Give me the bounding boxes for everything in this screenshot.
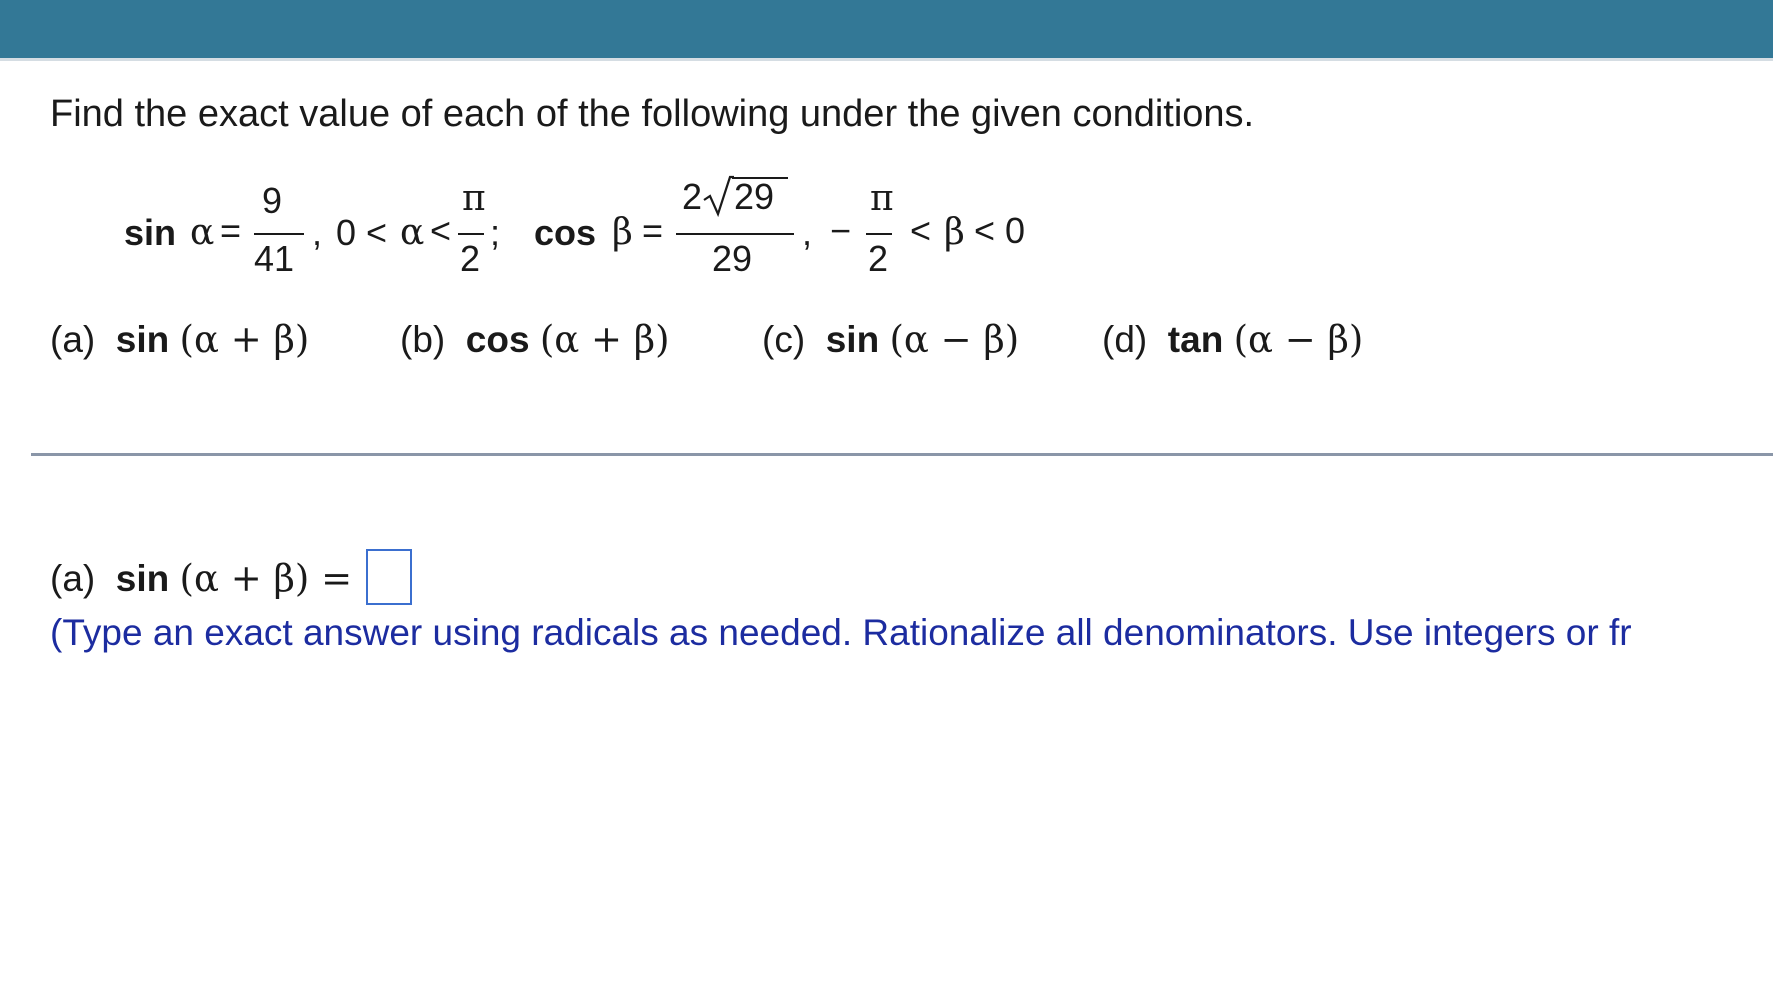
part-function: sin (825, 319, 880, 360)
fraction-bar (676, 233, 794, 235)
part-function: sin (115, 319, 170, 360)
part-expression: (α + β) (179, 318, 310, 361)
parts-list (50, 318, 1450, 368)
alpha-symbol: α (400, 212, 425, 253)
part-expression: (α − β) (1233, 318, 1364, 361)
sin-numerator: 9 (262, 180, 283, 221)
answer-instructions: (Type an exact answer using radicals as needed. Rationalize all denominators. Use integers or fr (50, 612, 1632, 653)
less-than: < (910, 210, 932, 251)
beta-symbol: β (612, 212, 633, 253)
beta-range-right: < 0 (974, 210, 1026, 251)
answer-function: sin (115, 557, 170, 599)
fraction-bar (254, 233, 304, 235)
cos-denominator: 29 (712, 238, 753, 279)
pi-symbol: π (462, 178, 486, 219)
denominator-two: 2 (460, 238, 481, 279)
part-a (50, 318, 309, 361)
top-banner (0, 0, 1773, 61)
alpha-symbol: α (190, 212, 215, 253)
radical-sign (702, 174, 734, 218)
answer-input[interactable] (366, 549, 412, 605)
fraction-bar (458, 233, 484, 235)
equals-sign: = (220, 210, 242, 251)
minus-sign: − (830, 210, 852, 251)
less-than: < (430, 210, 452, 251)
semicolon: ; (490, 212, 501, 253)
alpha-range-left: 0 < (336, 212, 388, 253)
answer-label: (a) (50, 557, 96, 599)
comma: , (312, 212, 323, 253)
part-function: tan (1167, 319, 1224, 360)
cos-numerator-radicand: 29 (734, 176, 775, 217)
part-d (1102, 318, 1363, 361)
part-expression: (α + β) (539, 318, 670, 361)
part-label: (c) (762, 319, 806, 360)
part-b (400, 318, 670, 361)
part-expression: (α − β) (889, 318, 1020, 361)
part-label: (b) (400, 319, 446, 360)
equals-sign: = (642, 210, 664, 251)
cos-label: cos (534, 212, 597, 253)
part-label: (a) (50, 319, 96, 360)
part-function: cos (465, 319, 530, 360)
part-label: (d) (1102, 319, 1148, 360)
fraction-bar (866, 233, 892, 235)
sin-label: sin (124, 212, 177, 253)
problem-prompt: Find the exact value of each of the following under the given conditions. (50, 93, 1255, 135)
answer-expression: (α + β) = (179, 556, 353, 600)
part-c (762, 318, 1019, 361)
denominator-two: 2 (868, 238, 889, 279)
section-divider (31, 453, 1773, 456)
comma: , (802, 212, 813, 253)
beta-symbol: β (944, 212, 965, 253)
cos-numerator-coefficient: 2 (682, 176, 703, 217)
sin-denominator: 41 (254, 238, 295, 279)
answer-row (50, 553, 412, 607)
pi-symbol: π (870, 178, 894, 219)
